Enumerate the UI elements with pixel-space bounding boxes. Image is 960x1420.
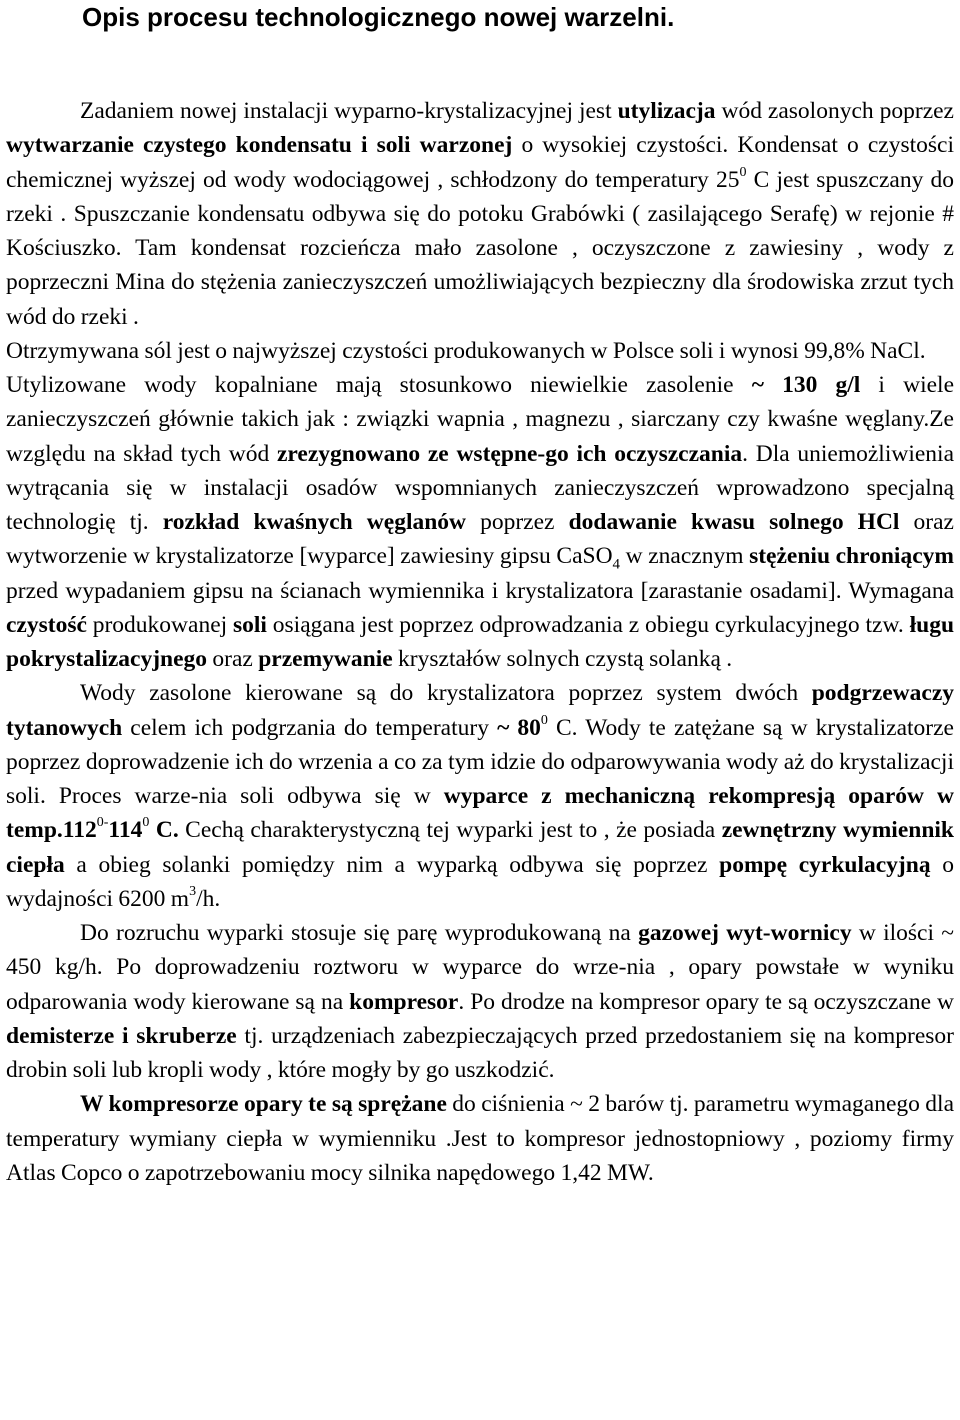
text-run: /h. [196, 885, 221, 912]
text-run: C jest spuszczany do rzeki . Spuszczanie kondensatu odbywa się do potoku Grabówki ( zasilającego Serafę) w rejonie # Kościuszko. Tam kondensat rozcieńcza mało zasolone , oczyszczone z zawiesiny , wody z poprzeczni Mina do stężenia zanieczyszczeń umożliwiających bezpieczny dla środowiska zrzut tych wód do rzeki . [6, 166, 954, 330]
bold-run: wytwarzanie czystego kondensatu i soli warzonej [6, 132, 513, 159]
text-run: o wydajności 6200 m [6, 851, 955, 912]
bold-run: C. [149, 817, 179, 844]
text-run: kryształów solnych czystą solanką . [392, 646, 733, 672]
text-run: C. Wody te zatężane są w krystalizatorze poprzez doprowadzenie ich do wrzenia a co za tym idzie do odparowywania wody aż do krystalizacji soli. Proces warze-nia soli odbywa się w [6, 714, 954, 809]
bold-run: czystość [6, 611, 87, 638]
text-run: celem ich podgrzania do temperatury [122, 714, 498, 741]
bold-run: ługu pokrystalizacyjnego [6, 611, 955, 672]
text-run: Do rozruchu wyparki stosuje się parę wyprodukowaną na [80, 920, 639, 946]
bold-run: ~ 80 [497, 714, 541, 741]
bold-run: 114 [108, 817, 143, 844]
text-run: w ilości ~ 450 kg/h. Po doprowadzeniu roztworu w wyparce do wrze-nia , opary powstałe w wyniku odparowania wody kierowane są na [6, 920, 955, 1015]
text-run: o wysokiej czystości. Kondensat o czystości chemicznej wyższej od wody wodociągowej , schłodzony do temperatury 25 [6, 132, 954, 193]
superscript: 0 [142, 815, 150, 831]
paragraph-compressor [6, 1087, 954, 1190]
text-run: Utylizowane wody kopalniane mają stosunkowo niewielkie zasolenie [6, 372, 752, 398]
bold-run: wyparce z mechaniczną rekompresją oparów w temp.112 [6, 783, 954, 844]
text-run: Wody zasolone kierowane są do krystalizatora poprzez system dwóch [80, 680, 812, 707]
bold-run: utylizacja [617, 98, 716, 124]
text-run: tj. urządzeniach zabezpieczających przed przedostaniem się na kompresor drobin soli lub kropli wody , które mogły by go uszkodzić. [6, 1022, 954, 1083]
paragraph-crystallizer [6, 676, 954, 916]
superscript: 3 [189, 883, 197, 899]
document-body [6, 94, 954, 1190]
text-run: osiągana jest poprzez odprowadzania z obiegu cyrkulacyjnego tzw. [266, 611, 910, 638]
bold-run: soli [233, 611, 267, 638]
superscript: 0 [739, 164, 747, 180]
text-run: Otrzymywana sól jest o najwyższej czystości produkowanych w Polsce soli i wynosi 99,8% NaCl. [6, 337, 926, 364]
text-run: oraz wytworzenie w krystalizatorze [wyparce] zawiesiny gipsu CaSO [6, 509, 954, 570]
text-run: w znacznym [620, 543, 750, 570]
bold-run: podgrzewaczy tytanowych [6, 680, 954, 741]
paragraph-startup [6, 916, 954, 1087]
bold-run: gazowej wyt-wornicy [638, 920, 852, 946]
text-run: . Dla uniemożliwienia wytrącania się w instalacji osadów wspomnianych zanieczyszczeń wprowadzono specjalną technologię tj. [6, 440, 955, 535]
bold-run: zrezygnowano ze wstępne-go ich oczyszczania [276, 440, 743, 467]
bold-run: dodawanie kwasu solnego HCl [568, 509, 900, 535]
superscript: 0- [96, 815, 109, 831]
document-title: Opis procesu technologicznego nowej warzelni. [82, 2, 675, 32]
document-page [6, 0, 954, 1190]
text-run: produkowanej [86, 611, 233, 638]
superscript: 0 [540, 712, 548, 728]
text-run: poprzez [466, 509, 569, 535]
text-run: oraz [207, 646, 259, 672]
text-run: Cechą charakterystyczną tej wyparki jest to , że posiada [178, 817, 722, 844]
text-run: a obieg solanki pomiędzy nim a wyparką odbywa się poprzez [64, 851, 720, 878]
bold-run: zewnętrzny wymiennik ciepła [6, 817, 954, 878]
bold-run: pompę cyrkulacyjną [719, 851, 931, 878]
paragraph-salt-purity [6, 334, 954, 368]
paragraph-purpose [6, 94, 954, 334]
text-run: . Po drodze na kompresor opary te są oczyszczane w [458, 988, 954, 1015]
bold-run: W kompresorze opary te są sprężane [80, 1091, 447, 1118]
text-run: i wiele zanieczyszczeń głównie takich jak : związki wapnia , magnezu , siarczany czy kwaśne węglany.Ze względu na skład tych wód [6, 372, 954, 467]
bold-run: rozkład kwaśnych węglanów [162, 509, 467, 535]
bold-run: przemywanie [258, 646, 393, 672]
text-run: wód zasolonych poprzez [715, 98, 954, 124]
bold-run: kompresor [349, 988, 459, 1015]
paragraph-mine-water [6, 368, 954, 676]
bold-run: demisterze i skruberze [6, 1022, 237, 1049]
text-run: przed wypadaniem gipsu na ścianach wymiennika i krystalizatora [zarastanie osadami]. Wymagana [6, 577, 954, 604]
bold-run: ~ 130 g/l [751, 372, 861, 398]
text-run: Zadaniem nowej instalacji wyparno-krystalizacyjnej jest [80, 98, 618, 124]
subscript: 4 [612, 556, 621, 573]
text-run: do ciśnienia ~ 2 barów tj. parametru wymaganego dla temperatury wymiany ciepła w wymienniku .Jest to kompresor jednostopniowy , poziomy firmy Atlas Copco o zapotrzebowaniu mocy silnika napędowego 1,42 MW. [6, 1091, 954, 1186]
bold-run: stężeniu chroniącym [749, 543, 954, 570]
